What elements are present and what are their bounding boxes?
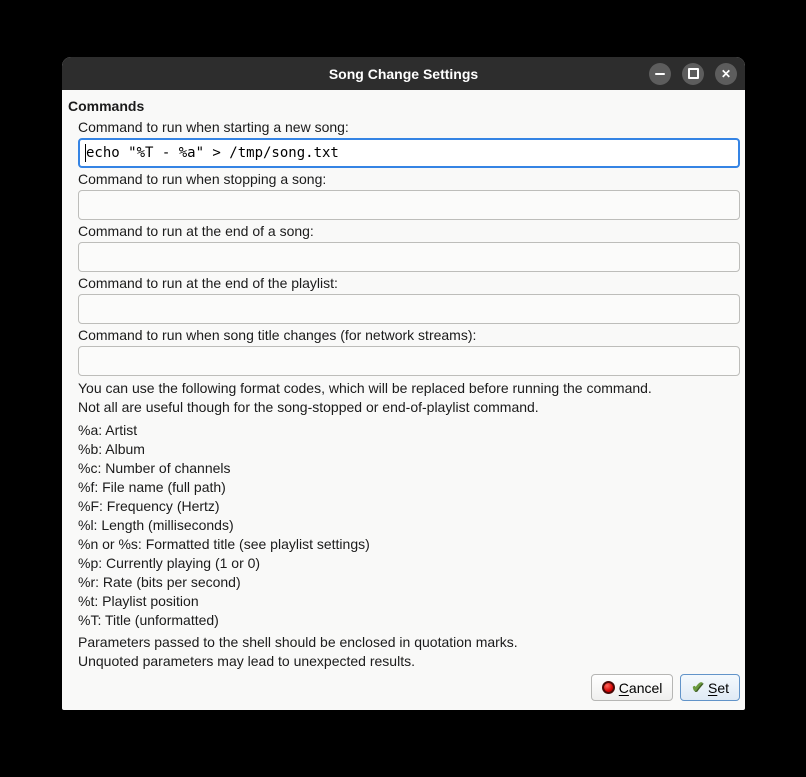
- command-fields: [78, 119, 740, 376]
- shell-warning-line2: Unquoted parameters may lead to unexpected results.: [78, 653, 415, 669]
- format-code-item: %l: Length (milliseconds): [78, 517, 234, 533]
- format-codes-list: [78, 421, 740, 630]
- format-code-item: %b: Album: [78, 441, 145, 457]
- shell-warning-line1: Parameters passed to the shell should be enclosed in quotation marks.: [78, 634, 518, 650]
- song-stop-command-input[interactable]: [78, 190, 740, 220]
- maximize-button[interactable]: [682, 63, 704, 85]
- format-code-item: %n or %s: Formatted title (see playlist settings): [78, 536, 370, 552]
- playlist-end-command-input[interactable]: [78, 294, 740, 324]
- song-change-settings-dialog: [62, 57, 745, 710]
- format-code-item: %r: Rate (bits per second): [78, 574, 241, 590]
- song-start-command-input[interactable]: [78, 138, 740, 168]
- format-code-item: %t: Playlist position: [78, 593, 199, 609]
- field-playlist-end: [78, 275, 740, 324]
- window-title: Song Change Settings: [328, 65, 479, 82]
- field-title-change: [78, 327, 740, 376]
- format-code-item: %c: Number of channels: [78, 460, 231, 476]
- set-button-label: Set: [707, 679, 729, 696]
- dialog-button-row: [68, 674, 740, 701]
- title-change-label: Command to run when song title changes (for network streams):: [78, 327, 477, 343]
- format-codes-intro-line2: Not all are useful though for the song-stopped or end-of-playlist command.: [78, 399, 539, 415]
- close-icon: ✕: [720, 66, 732, 81]
- field-song-stop: [78, 171, 740, 220]
- minimize-icon: [655, 73, 665, 75]
- shell-warning: [78, 633, 740, 671]
- format-code-item: %p: Currently playing (1 or 0): [78, 555, 261, 571]
- format-codes-intro: [78, 379, 740, 417]
- song-stop-label: Command to run when stopping a song:: [78, 171, 327, 187]
- field-song-end: [78, 223, 740, 272]
- maximize-icon: [688, 68, 699, 79]
- song-end-label: Command to run at the end of a song:: [78, 223, 314, 239]
- song-start-label: Command to run when starting a new song:: [78, 119, 349, 135]
- minimize-button[interactable]: [649, 63, 671, 85]
- cancel-button[interactable]: [591, 674, 674, 701]
- text-caret: [85, 144, 86, 162]
- cancel-button-label: Cancel: [618, 679, 663, 696]
- commands-section-heading: Commands: [68, 98, 145, 114]
- field-song-start: [78, 119, 740, 168]
- window-controls: [649, 63, 737, 85]
- close-button[interactable]: [715, 63, 737, 85]
- format-code-item: %a: Artist: [78, 422, 138, 438]
- titlebar[interactable]: [62, 57, 745, 90]
- format-code-item: %f: File name (full path): [78, 479, 226, 495]
- stop-icon: [602, 681, 615, 694]
- dialog-content: [62, 90, 745, 707]
- format-codes-intro-line1: You can use the following format codes, which will be replaced before running the command.: [78, 380, 652, 396]
- song-end-command-input[interactable]: [78, 242, 740, 272]
- check-icon: ✔: [691, 679, 704, 696]
- title-change-command-input[interactable]: [78, 346, 740, 376]
- format-code-item: %T: Title (unformatted): [78, 612, 219, 628]
- set-button[interactable]: [680, 674, 740, 701]
- playlist-end-label: Command to run at the end of the playlist:: [78, 275, 338, 291]
- format-code-item: %F: Frequency (Hertz): [78, 498, 220, 514]
